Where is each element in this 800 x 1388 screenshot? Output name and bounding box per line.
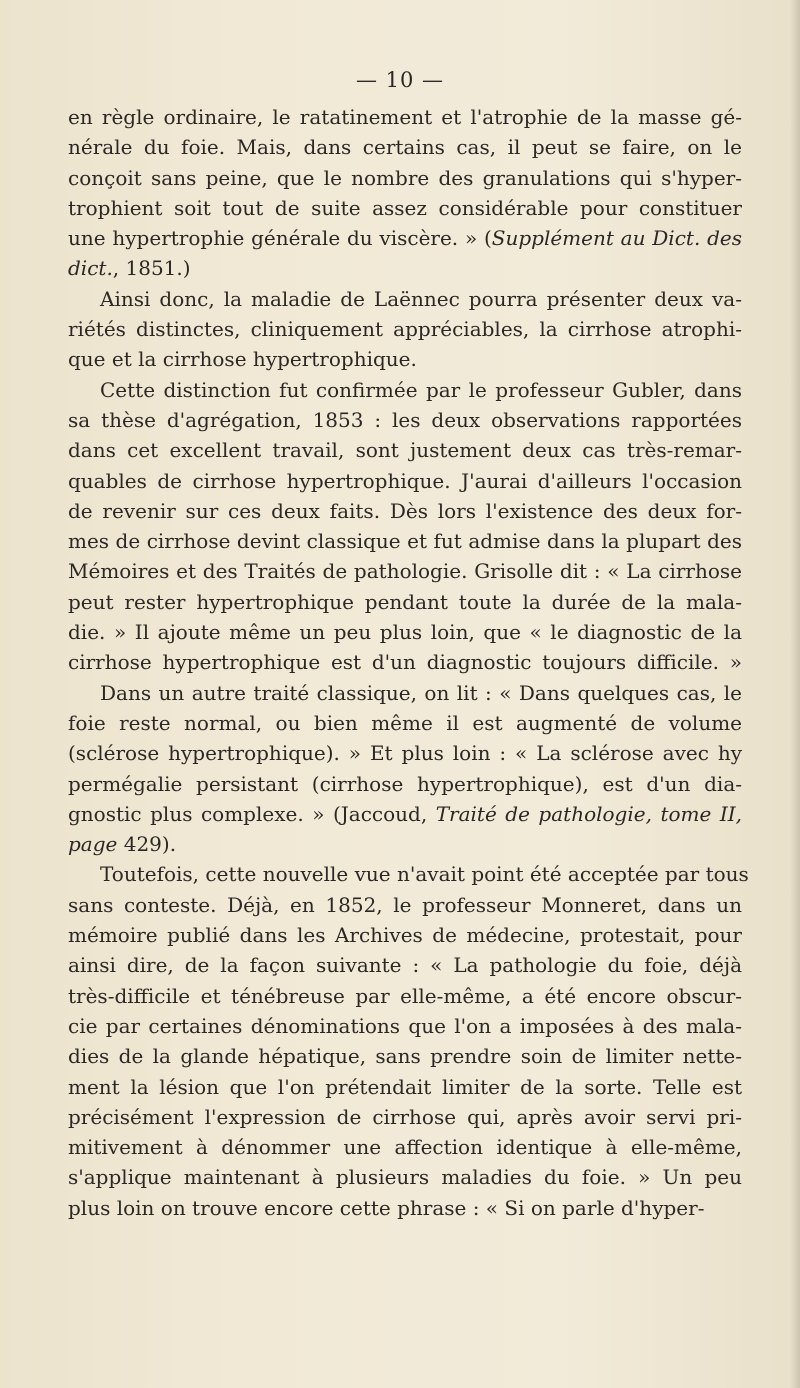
text-line: précisément l'expression de cirrhose qui, après avoir servi pri- xyxy=(68,1104,742,1129)
text-line: cirrhose hypertrophique est d'un diagnostic toujours difficile. » xyxy=(68,650,742,675)
text-line: s'applique maintenant à plusieurs maladies du foie. » Un peu xyxy=(68,1165,742,1190)
text-line: en règle ordinaire, le ratatinement et l'atrophie de la masse gé- xyxy=(68,105,742,129)
italic-citation: Traité de pathologie, tome II, xyxy=(435,801,742,826)
text-line: sans conteste. Déjà, en 1852, le professeur Monneret, dans un xyxy=(68,892,742,917)
text-line: dies de la glande hépatique, sans prendre soin de limiter nette- xyxy=(68,1044,742,1069)
text-segment: 429). xyxy=(117,832,177,857)
italic-citation: page xyxy=(68,832,118,857)
text-line: Mémoires et des Traités de pathologie. Grisolle dit : « La cirrhose xyxy=(68,559,742,584)
page-edge-shadow xyxy=(790,0,800,1388)
text-line xyxy=(68,223,742,253)
text-line: trophient soit tout de suite assez considérable pour constituer xyxy=(68,195,742,220)
text-line: très-difficile et ténébreuse par elle-même, a été encore obscur- xyxy=(68,983,742,1008)
text-line: foie reste normal, ou bien même il est augmenté de volume xyxy=(68,710,742,735)
text-segment: une hypertrophie générale du viscère. » ( xyxy=(68,226,492,251)
italic-citation: dict. xyxy=(68,256,113,281)
text-line: de revenir sur ces deux faits. Dès lors l'existence des deux for- xyxy=(68,498,742,523)
text-line: Cette distinction fut confirmée par le professeur Gubler, dans xyxy=(100,377,742,402)
italic-citation: Supplément au Dict. des xyxy=(491,226,742,251)
text-segment: , 1851.) xyxy=(112,256,191,281)
text-line: ment la lésion que l'on prétendait limiter de la sorte. Telle est xyxy=(68,1074,742,1099)
page-number: — 10 — xyxy=(355,68,445,92)
text-line: mitivement à dénommer une affection identique à elle-même, xyxy=(68,1135,742,1160)
text-line: riétés distinctes, cliniquement appréciables, la cirrhose atrophi- xyxy=(68,317,742,342)
text-line: dans cet excellent travail, sont justement deux cas très-remar- xyxy=(68,438,742,463)
text-line: conçoit sans peine, que le nombre des granulations qui s'hyper- xyxy=(68,165,742,190)
text-line: (sclérose hypertrophique). » Et plus loin : « La sclérose avec hy xyxy=(68,741,742,766)
text-line xyxy=(68,829,742,859)
text-line: peut rester hypertrophique pendant toute la durée de la mala- xyxy=(68,589,742,614)
text-line: Dans un autre traité classique, on lit : « Dans quelques cas, le xyxy=(100,680,742,705)
text-line: mémoire publié dans les Archives de médecine, protestait, pour xyxy=(68,923,742,948)
text-line: die. » Il ajoute même un peu plus loin, que « le diagnostic de la xyxy=(68,620,742,645)
text-line xyxy=(68,253,742,283)
text-line: cie par certaines dénominations que l'on a imposées à des mala- xyxy=(68,1013,742,1038)
text-line: que et la cirrhose hypertrophique. xyxy=(68,347,417,372)
text-line: Ainsi donc, la maladie de Laënnec pourra présenter deux va- xyxy=(100,286,742,311)
text-line: nérale du foie. Mais, dans certains cas, il peut se faire, on le xyxy=(68,135,742,160)
text-line: mes de cirrhose devint classique et fut admise dans la plupart des xyxy=(68,529,742,554)
text-line: Toutefois, cette nouvelle vue n'avait point été acceptée par tous xyxy=(100,862,749,887)
text-line: ainsi dire, de la façon suivante : « La pathologie du foie, déjà xyxy=(68,953,742,978)
text-line: plus loin on trouve encore cette phrase : « Si on parle d'hyper- xyxy=(68,1195,705,1220)
text-line: permégalie persistant (cirrhose hypertrophique), est d'un dia- xyxy=(68,771,742,796)
body-text xyxy=(68,102,749,1223)
text-line: sa thèse d'agrégation, 1853 : les deux observations rapportées xyxy=(68,407,742,432)
text-line xyxy=(68,799,742,829)
text-line: quables de cirrhose hypertrophique. J'aurai d'ailleurs l'occasion xyxy=(68,468,742,493)
text-segment: gnostic plus complexe. » (Jaccoud, xyxy=(68,801,436,826)
